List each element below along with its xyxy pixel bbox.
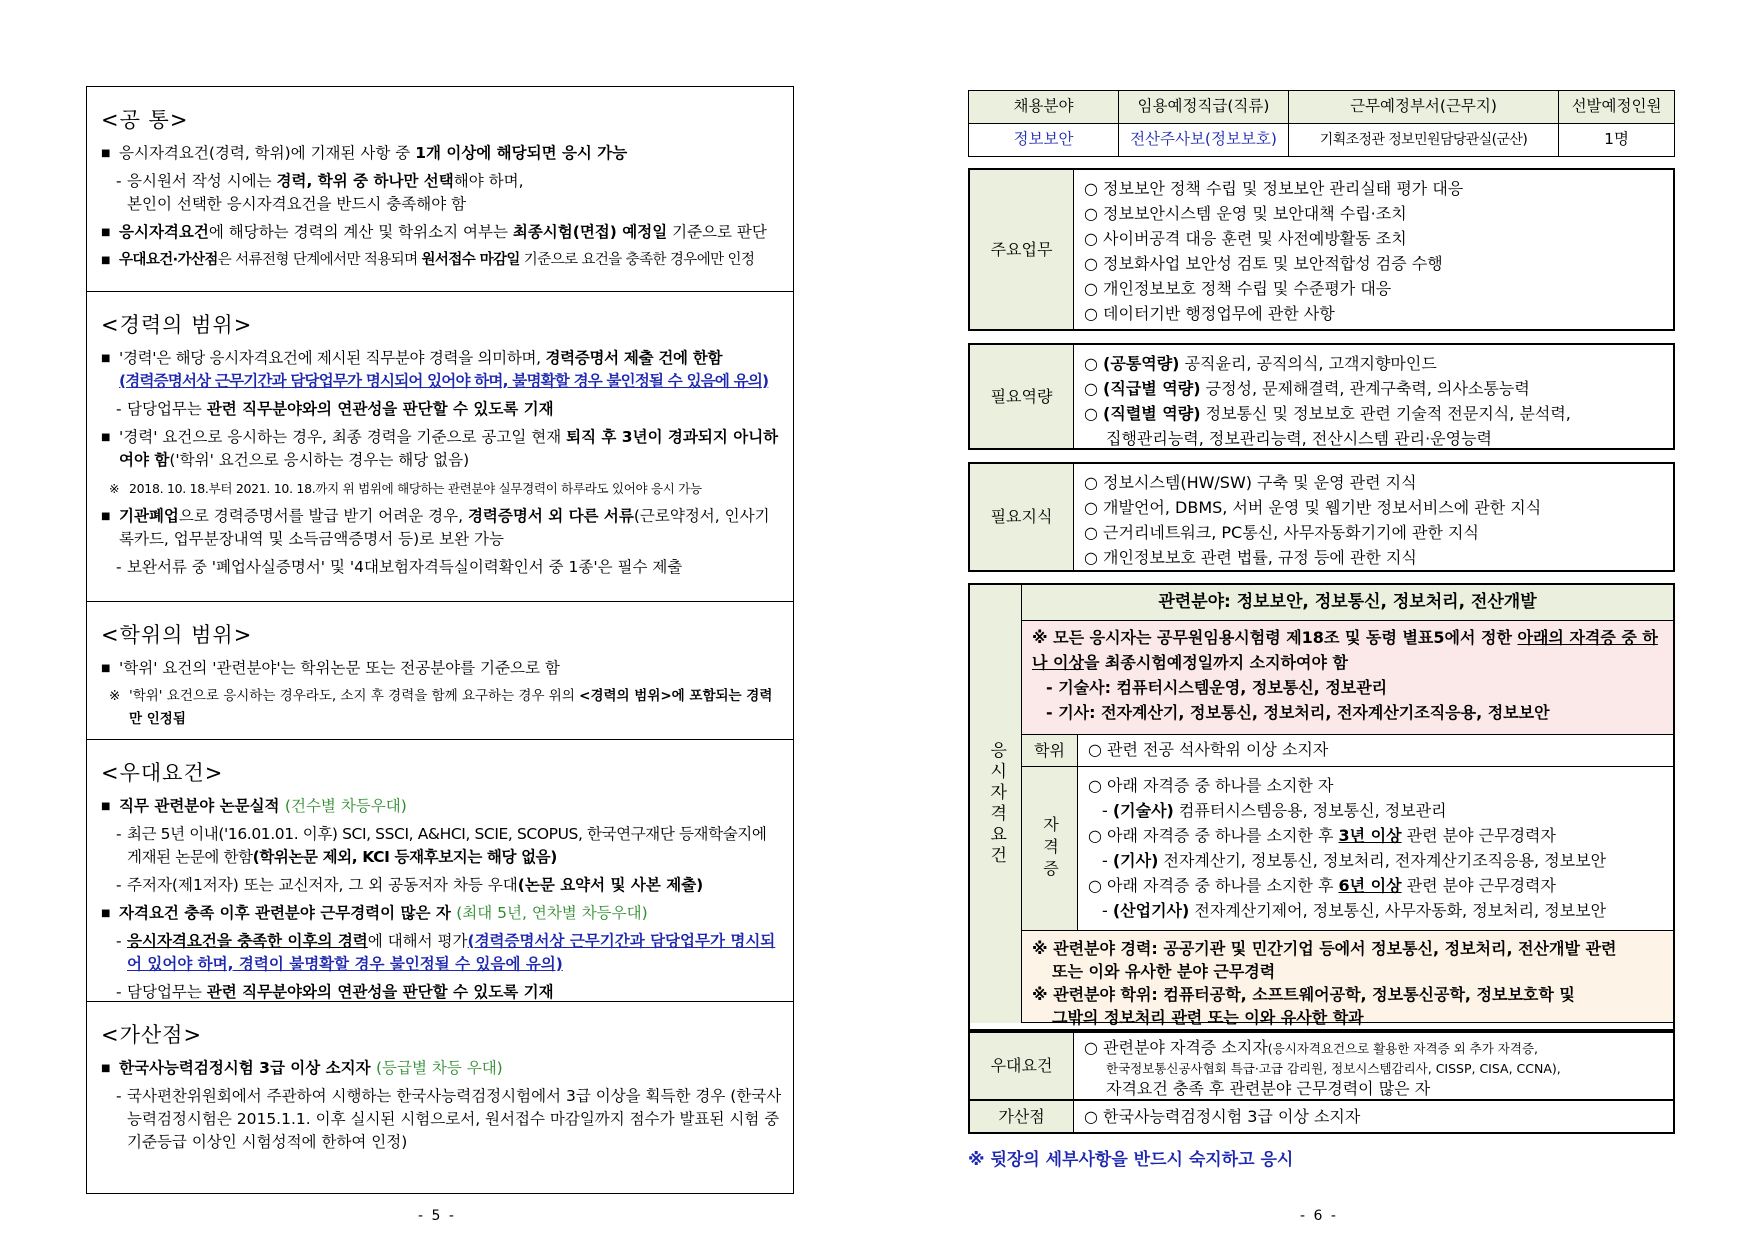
section-common bbox=[87, 87, 793, 292]
table-cell: 기획조정관 정보민원담당관실(군산) bbox=[1289, 124, 1559, 157]
list-item: ■ 한국사능력검정시험 3급 이상 소지자 (등급별 차등 우대) bbox=[97, 1057, 783, 1080]
col-header: 임용예정직급(직류) bbox=[1119, 91, 1289, 124]
certificate-body bbox=[1078, 767, 1673, 931]
list-item: - (기술사) 컴퓨터시스템응용, 정보통신, 정보관리 bbox=[1102, 801, 1447, 820]
list-item: - (기사) 전자계산기, 정보통신, 정보처리, 전자계산기조직응용, 정보보안 bbox=[1102, 851, 1607, 870]
page-number-right: - 6 - bbox=[1300, 1208, 1338, 1224]
section-preference bbox=[87, 740, 793, 1002]
col-header: 선발예정인원 bbox=[1559, 91, 1675, 124]
list-item: ■ 응시자격요건에 해당하는 경력의 계산 및 학위소지 여부는 최종시험(면접) 예정일 기준으로 판단 bbox=[97, 221, 783, 244]
notice-line: - 기사: 전자계산기, 정보통신, 정보처리, 전자계산기조직응용, 정보보안 bbox=[1046, 703, 1550, 722]
list-item: ■ 우대요건·가산점은 서류전형 단계에서만 적용되며 원서접수 마감일 기준으로 요건을 충족한 경우에만 인정 bbox=[97, 249, 783, 272]
list-item: ○ 정보시스템(HW/SW) 구축 및 운영 관련 지식 bbox=[1084, 473, 1417, 492]
degree-label: 학위 bbox=[1022, 735, 1078, 767]
list-item: - 응시원서 작성 시에는 경력, 학위 중 하나만 선택해야 하며, 본인이 선택한 응시자격요건을 반드시 충족해야 함 bbox=[116, 171, 524, 213]
list-item: ○ 아래 자격증 중 하나를 소지한 후 6년 이상 관련 분야 근무경력자 bbox=[1088, 876, 1556, 895]
list-item: ○ 아래 자격증 중 하나를 소지한 자 bbox=[1088, 776, 1334, 795]
duty-label: 주요업무 bbox=[970, 170, 1074, 329]
competency-box bbox=[968, 343, 1675, 450]
list-item: ○ 근거리네트워크, PC통신, 사무자동화기기에 관한 지식 bbox=[1084, 523, 1479, 542]
note-item: ※ '학위' 요건으로 응시하는 경우라도, 소지 후 경력을 함께 요구하는 경우 위의 <경력의 범위>에 포함되는 경력만 인정됨 bbox=[109, 687, 773, 727]
list-item: - 담당업무는 관련 직무분야와의 연관성을 판단할 수 있도록 기재 bbox=[116, 982, 554, 1001]
list-item: ■ 직무 관련분야 논문실적 (건수별 차등우대) bbox=[97, 795, 783, 818]
list-item: ○ 정보보안시스템 운영 및 보안대책 수립·조치 bbox=[1084, 204, 1407, 223]
preference-body bbox=[1074, 1033, 1673, 1104]
knowledge-label: 필요지식 bbox=[970, 464, 1074, 570]
list-item: - 주저자(제1저자) 또는 교신저자, 그 외 공동저자 차등 우대(논문 요약서 및 사본 제출) bbox=[116, 875, 704, 894]
list-item: ○ (직렬별 역량) 정보통신 및 정보보호 관련 기술적 전문지식, 분석력, 집행관리능력, 정보관리능력, 전산시스템 관리·운영능력 bbox=[1084, 404, 1571, 448]
table-header-row bbox=[969, 91, 1675, 124]
list-item: - 국사편찬위원회에서 주관하여 시행하는 한국사능력검정시험에서 3급 이상을 획득한 경우 (한국사능력검정시험은 2015.1.1. 이후 실시된 시험으로서, 원서접수 마감일까지 점수가 발표된 시험 중 기준등급 이상인 시험성적에 한하여 인정) bbox=[116, 1086, 782, 1151]
list-item: - 담당업무는 관련 직무분야와의 연관성을 판단할 수 있도록 기재 bbox=[116, 399, 554, 418]
list-item: ■ 자격요건 충족 이후 관련분야 근무경력이 많은 자 (최대 5년, 연차별 차등우대) bbox=[97, 902, 783, 925]
list-item: ○ (직급별 역량) 긍정성, 문제해결력, 관계구축력, 의사소통능력 bbox=[1084, 379, 1530, 398]
bonus-label: 가산점 bbox=[970, 1101, 1074, 1132]
list-item: 자격요건 충족 후 관련분야 근무경력이 많은 자 bbox=[1106, 1079, 1431, 1098]
left-page-box bbox=[86, 86, 794, 1194]
section-title: <가산점> bbox=[101, 1023, 203, 1047]
preference-box bbox=[968, 1031, 1675, 1101]
footnote: ※ 뒷장의 세부사항을 반드시 숙지하고 응시 bbox=[968, 1150, 1294, 1170]
note-line: ※ 관련분야 학위: 컴퓨터공학, 소프트웨어공학, 정보통신공학, 정보보호학 및 bbox=[1032, 985, 1575, 1004]
section-degree bbox=[87, 602, 793, 740]
related-field-header: 관련분야: 정보보안, 정보통신, 정보처리, 전산개발 bbox=[1022, 585, 1673, 621]
list-item: - 최근 5년 이내('16.01.01. 이후) SCI, SSCI, A&HCI, SCIE, SCOPUS, 한국연구재단 등재학술지에 게재된 논문에 한함(학위논문 제외, KCI 등재후보지는 해당 없음) bbox=[116, 824, 767, 866]
degree-body: ○ 관련 전공 석사학위 이상 소지자 bbox=[1078, 735, 1673, 767]
duty-list bbox=[1074, 170, 1673, 326]
notice-line: ※ 모든 응시자는 공무원임용시험령 제18조 및 동령 별표5에서 정한 아래의 자격증 중 하나 이상을 최종시험예정일까지 소지하여야 함 bbox=[1032, 628, 1658, 672]
note-item: ※ 2018. 10. 18.부터 2021. 10. 18.까지 위 범위에 해당하는 관련분야 실무경력이 하루라도 있어야 응시 가능 bbox=[109, 480, 702, 496]
list-item: - 보완서류 중 '폐업사실증명서' 및 '4대보험자격득실이력확인서 중 1종'은 필수 제출 bbox=[116, 557, 683, 576]
duty-box bbox=[968, 168, 1675, 331]
table-cell: 전산주사보(정보보호) bbox=[1119, 124, 1289, 157]
eligibility-side-label: 응시자격요건 bbox=[970, 585, 1022, 1023]
list-item: ○ 정보화사업 보안성 검토 및 보안적합성 검증 수행 bbox=[1084, 254, 1443, 273]
list-item: - (산업기사) 전자계산기제어, 정보통신, 사무자동화, 정보처리, 정보보안 bbox=[1102, 901, 1607, 920]
list-item: ○ 데이터기반 행정업무에 관한 사항 bbox=[1084, 304, 1335, 323]
section-title: <공 통> bbox=[101, 108, 189, 132]
list-item: ○ 사이버공격 대응 훈련 및 사전예방활동 조치 bbox=[1084, 229, 1407, 248]
list-item: ○ 개발언어, DBMS, 서버 운영 및 웹기반 정보서비스에 관한 지식 bbox=[1084, 498, 1542, 517]
list-item: ○ 정보보안 정책 수립 및 정보보안 관리실태 평가 대응 bbox=[1084, 179, 1464, 198]
list-item: ○ 관련분야 자격증 소지자(응시자격요건으로 활용한 자격증 외 추가 자격증, bbox=[1084, 1038, 1538, 1057]
list-item: ○ 아래 자격증 중 하나를 소지한 후 3년 이상 관련 분야 근무경력자 bbox=[1088, 826, 1556, 845]
list-item: ○ (공통역량) 공직윤리, 공직의식, 고객지향마인드 bbox=[1084, 354, 1437, 373]
recruitment-table bbox=[968, 90, 1675, 157]
competency-label: 필요역량 bbox=[970, 345, 1074, 448]
bonus-body: ○ 한국사능력검정시험 3급 이상 소지자 bbox=[1084, 1107, 1361, 1126]
table-cell: 정보보안 bbox=[969, 124, 1119, 157]
section-title: <경력의 범위> bbox=[101, 313, 253, 337]
notice-line: - 기술사: 컴퓨터시스템운영, 정보통신, 정보관리 bbox=[1046, 678, 1388, 697]
list-item: 한국정보통신공사협회 특급·고급 감리원, 정보시스템감리사, CISSP, CISA, CCNA), bbox=[1106, 1061, 1561, 1076]
section-career bbox=[87, 292, 793, 602]
list-item: ■ 응시자격요건(경력, 학위)에 기재된 사항 중 1개 이상에 해당되면 응시 가능 bbox=[97, 142, 783, 165]
preference-label: 우대요건 bbox=[970, 1033, 1074, 1099]
col-header: 근무예정부서(근무지) bbox=[1289, 91, 1559, 124]
page-number-left: - 5 - bbox=[418, 1208, 456, 1224]
list-item: - 응시자격요건을 충족한 이후의 경력에 대해서 평가(경력증명서상 근무기간과 담당업무가 명시되어 있어야 하며, 경력이 불명확할 경우 불인정될 수 있음에 유의) bbox=[116, 931, 776, 973]
list-item: ■ 기관폐업으로 경력증명서를 발급 받기 어려운 경우, 경력증명서 외 다른 서류(근로약정서, 인사기록카드, 업무분장내역 및 소득금액증명서 등)로 보완 가능 bbox=[97, 505, 783, 551]
note-line: 또는 이와 유사한 분야 근무경력 bbox=[1052, 962, 1276, 981]
table-cell: 1명 bbox=[1559, 124, 1675, 157]
note-line: 그밖의 정보처리 관련 또는 이와 유사한 학과 bbox=[1052, 1008, 1364, 1027]
related-field-notes bbox=[1022, 931, 1673, 1027]
list-item: ○ 개인정보보호 정책 수립 및 수준평가 대응 bbox=[1084, 279, 1392, 298]
section-title: <우대요건> bbox=[101, 761, 224, 785]
knowledge-box bbox=[968, 462, 1675, 572]
list-item: ■ '학위' 요건의 '관련분야'는 학위논문 또는 전공분야를 기준으로 함 bbox=[97, 657, 783, 680]
knowledge-list bbox=[1074, 464, 1673, 570]
section-bonus bbox=[87, 1002, 793, 1195]
list-item: ○ 개인정보보호 관련 법률, 규정 등에 관한 지식 bbox=[1084, 548, 1417, 567]
competency-list bbox=[1074, 345, 1673, 451]
certificate-label: 자격증 bbox=[1022, 767, 1078, 931]
note-line: ※ 관련분야 경력: 공공기관 및 민간기업 등에서 정보통신, 정보처리, 전산개발 관련 bbox=[1032, 939, 1617, 958]
list-item: ■ '경력'은 해당 응시자격요건에 제시된 직무분야 경력을 의미하며, 경력증명서 제출 건에 한함 (경력증명서상 근무기간과 담당업무가 명시되어 있어야 하며, 불명확할 경우 불인정될 수 있음에 유의) bbox=[97, 347, 783, 393]
table-row bbox=[969, 124, 1675, 157]
col-header: 채용분야 bbox=[969, 91, 1119, 124]
list-item: ■ '경력' 요건으로 응시하는 경우, 최종 경력을 기준으로 공고일 현재 퇴직 후 3년이 경과되지 아니하여야 함('학위' 요건으로 응시하는 경우는 해당 없음) bbox=[97, 426, 783, 472]
bonus-box bbox=[968, 1101, 1675, 1134]
related-field-notice bbox=[1022, 621, 1673, 735]
eligibility-box bbox=[968, 583, 1675, 1031]
section-title: <학위의 범위> bbox=[101, 623, 253, 647]
